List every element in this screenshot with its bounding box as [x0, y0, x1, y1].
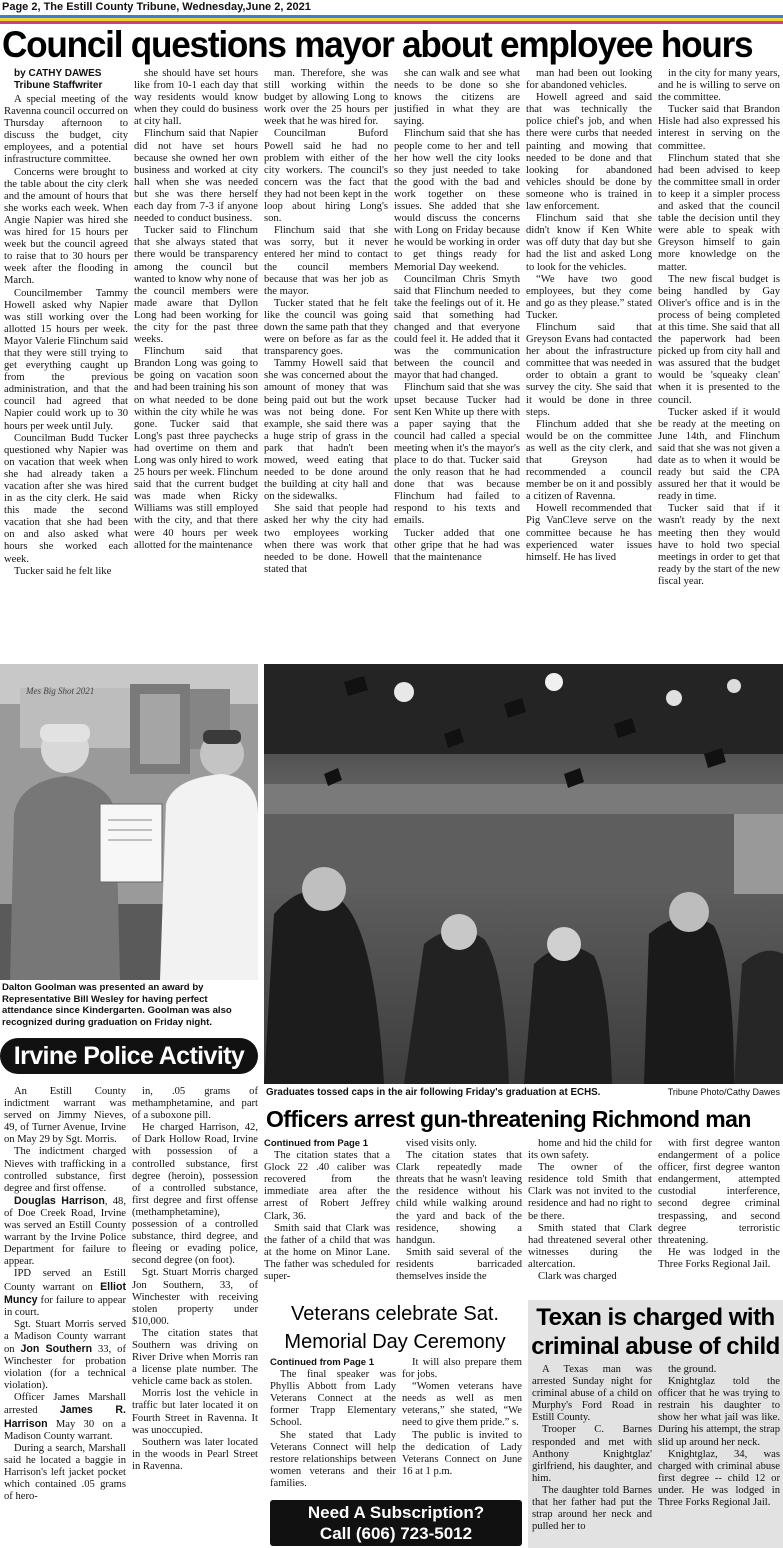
story1-paragraph: Tammy Howell said that she was concerned about the amount of money that was being paid out but the work was not being done. For example, she said there was a huge strip of grass in the park that hadn't been mowed, weed eating that needed to be done around the building at city hall and on the sidewalks. [264, 358, 388, 503]
story1-paragraph: Councilman Chris Smyth said that Flinchum needed to take the feelings out of it. He said that something had changed and that everyone could feel it. He added that it was the communication between the council and mayor that had changed. [394, 273, 520, 382]
police-suspect-name: Elliot Muncy [4, 1280, 126, 1306]
officers-paragraph: home and hid the child for its own safety. [528, 1138, 652, 1162]
officers-paragraph: Smith said that Clark was the father of a child that was at the home on Minor Lane. The father was scheduled for super- [264, 1222, 390, 1283]
police-paragraph: The citation states that Southern was driving on River Drive when Morris ran a license plate number. The vehicle came back as stolen. [132, 1327, 258, 1388]
police-text: , 48, of Doe Creek Road, Irvine was served an Estill County warrant by the Irvine Police Department for failure to appear. [4, 1195, 126, 1268]
story1-paragraph: Flinchum said that she has people come to her and tell her how well the city looks so they just needed to take the good with the bad and work together on these issues. She added that she would discuss the concerns with Long on Friday because he would be working in order to get things ready for Memorial Day weekend. [394, 128, 520, 273]
veterans-paragraph: The public is invited to the dedication of Lady Veterans Connect on June 16 at 1 p.m. [402, 1429, 522, 1477]
officers-paragraph: vised visits only. [406, 1138, 477, 1149]
story1-paragraph: Flinchum stated that she had been advised to keep the committee small in order to keep it a simpler process and asked that the council table the decision until they were able to speak with Greyson himself to gain more knowledge on the matter. [658, 152, 780, 273]
officers-col2 [396, 1138, 522, 1298]
police-text: An Estill County indictment warrant was served on Jimmy Nieves, 49, of Turner Avenue, Irvine on May 29 by Sgt. Morris. [4, 1086, 126, 1146]
story1-col5 [526, 68, 652, 708]
story1-paragraph: Tucker said to Flinchum that she always stated that there would be transparency among the council but wanted to know why none of the council members were made aware that Dyllon Long had been working for the city for the past three weeks. [134, 225, 258, 346]
veterans-col2 [402, 1357, 522, 1477]
folio: Page 2, The Estill County Tribune, Wednesday,June 2, 2021 [2, 1, 311, 13]
officers-col1 [264, 1138, 390, 1298]
texan-paragraph: the ground. [668, 1364, 717, 1375]
police-paragraph [4, 1146, 126, 1194]
byline-title: Tribune Staffwriter [14, 80, 103, 91]
story1-paragraph: Tucker said that if it wasn't ready by the next meeting then they would have to hold two special meetings in order to get that ready by the start of the new fiscal year. [658, 503, 780, 587]
texan-paragraph: A Texas man was arrested Sunday night for criminal abuse of a child on Murphy's Ford Road in Estill County. [532, 1364, 652, 1424]
texan-headline-2: criminal abuse of child [531, 1333, 780, 1360]
police-paragraph [4, 1086, 126, 1146]
award-photo-caption: Dalton Goolman was presented an award by Representative Bill Wesley for having perfect attendance since Kindergarten. Goolman was also recognized during graduation on Friday night. [2, 982, 232, 1028]
officers-paragraph: The citation states that a Glock 22 .40 caliber was recovered from the immediate area after the arrest of Robert Jeffrey Clark, 36. [264, 1150, 390, 1222]
subscription-line1: Need A Subscription? [307, 1503, 485, 1522]
texan-col2 [658, 1364, 780, 1548]
story1-col4 [394, 68, 520, 708]
story1-paragraph: man had been out looking for abandoned vehicles. [526, 68, 652, 92]
story1-col3 [264, 68, 388, 708]
officers-paragraph: Smith stated that Clark had threatened several other witnesses during the altercation. [528, 1222, 652, 1270]
police-text: 33, of Winchester for probation violation (for a technical violation). [4, 1343, 126, 1392]
police-text: Sgt. Stuart Morris served a Madison County warrant on [4, 1318, 126, 1355]
police-suspect-name: James R. Harrison [4, 1404, 126, 1430]
story1-paragraph: Councilman Buford Powell said he had no problem with either of the city workers. The council's concern was the fact that they had not been kept in the loop about hiring Long's son. [264, 128, 388, 225]
officers-paragraph: He was lodged in the Three Forks Regional Jail. [658, 1246, 780, 1270]
story1-paragraph: Tucker stated that he felt like the council was going down the same path that they were on before as far as the transparency goes. [264, 297, 388, 358]
police-text: Officer James Marshall arrested [4, 1392, 126, 1417]
police-paragraph [4, 1392, 126, 1442]
story1-paragraph: Flinchum said that Napier did not have set hours because she owned her own business and worked at city hall when she was needed but she was there herself each day from 7-3 if anyone needed to conduct business. [134, 128, 258, 225]
police-paragraph [4, 1319, 126, 1393]
story1-col1 [4, 68, 128, 708]
police-text: During a search, Marshall said he located a baggie in Harrison's left jacket pocket which contained .05 grams of hero- [4, 1442, 126, 1503]
police-headline: Irvine Police Activity [13, 1042, 245, 1070]
byline: by CATHY DAWES [14, 68, 102, 79]
texan-headline-1: Texan is charged with [536, 1304, 775, 1331]
police-paragraph: Morris lost the vehicle in traffic but later located it on Fourth Street in Ravenna. It was unoccupied. [132, 1388, 258, 1436]
police-text: IPD served an Estill County warrant on [4, 1268, 126, 1293]
police-paragraph [4, 1443, 126, 1503]
story1-paragraph: Howell recommended that Pig VanCleve serve on the committee because he has experienced water issues himself. He has lived [526, 503, 652, 563]
veterans-col1 [270, 1357, 396, 1489]
officers-paragraph: with first degree wanton endangerment of a police officer, first degree wanton endangerment, attempted custodial interference, second degree criminal trespassing, and second degree terroristic threatening. [658, 1138, 780, 1246]
texan-paragraph: Trooper C. Barnes responded and met with Anthony Knightglaz' girlfriend, his daughter, and him. [532, 1424, 652, 1484]
graduation-photo [264, 664, 783, 1084]
police-paragraph: Sgt. Stuart Morris charged Jon Southern, 33, of Winchester with receiving stolen property under $10,000. [132, 1267, 258, 1327]
graduation-photo-image [264, 664, 783, 1084]
story1-paragraph: The new fiscal budget is being handled by Gay Oliver's office and is in the process of being completed at this time. She said that all the paperwork had been picked up from city hall and was assured that the budget would be 'squeaky clean' when it is presented to the council. [658, 273, 780, 406]
police-paragraph: in, .05 grams of methamphetamine, and part of a suboxone pill. [132, 1086, 258, 1122]
story1-paragraph: Flinchum said that she was upset because Tucker had sent Ken White up there with a paper saying that the council had called a special meeting when it's the mayor's place to do that. Tucker said the only reason that he had done that was because Flinchum had failed to respond to his texts and emails. [394, 382, 520, 527]
story1-paragraph: Tucker added that one other gripe that he had was that the maintenance [394, 527, 520, 563]
veterans-paragraph: She stated that Lady Veterans Connect will help restore relationships between women veterans and their families. [270, 1429, 396, 1489]
story1-paragraph: “We have two good employees, but they come and go as they please.” stated Tucker. [526, 273, 652, 321]
officers-paragraph: The citation states that Clark repeatedly made threats that he wasn't leaving the residence without his child while walking around the yard and back of the residence, showing a handgun. [396, 1150, 522, 1246]
officers-paragraph: The owner of the residence told Smith that Clark was not invited to the residence and had no right to be there. [528, 1162, 652, 1222]
police-text: May 30 on a Madison County warrant. [4, 1418, 126, 1442]
officers-paragraph: Clark was charged [538, 1271, 617, 1283]
police-col1 [4, 1086, 126, 1548]
story1-col2 [134, 68, 258, 708]
police-header-bar [0, 1038, 258, 1074]
story1-paragraph: she can walk and see what needs to be done so she knows the citizens are justified in what they are saying. [394, 68, 520, 128]
story1-paragraph: Tucker said that Brandon Hisle had also expressed his interest in serving on the committee. [658, 104, 780, 152]
police-paragraph [4, 1268, 126, 1318]
story1-paragraph: Howell agreed and said that was technically the police chief's job, and when there were curbs that needed painting and mowing that needed to be done and that looking for abandoned vehicles should be done by someone who is trained in law enforcement. [526, 92, 652, 213]
award-photo-image [0, 664, 258, 980]
story1-paragraph: Concerns were brought to the table about the city clerk and the amount of hours that she works each week. When Angie Napier was hired she was hired for 15 hours per week but the council agreed to raise that to 30 hours per week after the flooding in March. [4, 166, 128, 287]
story1-paragraph: Flinchum said that she didn't know if Ken White was off duty that day but she had the list and asked Long to look for the vehicles. [526, 213, 652, 273]
police-paragraph: Southern was later located in the woods in Pearl Street in Ravenna. [132, 1436, 258, 1472]
officers-paragraph: Smith said several of the residents barricaded themselves inside the [396, 1246, 522, 1283]
story1-paragraph: Flinchum said that she was sorry, but it never entered her mind to contact the council members because that was her job as the mayor. [264, 225, 388, 297]
subscription-phone[interactable]: Call (606) 723-5012 [319, 1524, 473, 1543]
officers-col4 [658, 1138, 780, 1298]
story1-paragraph: she should have set hours like from 10-1 each day that way residents would know when they could do business at city hall. [134, 68, 258, 128]
police-paragraph [4, 1195, 126, 1269]
police-suspect-name: Douglas Harrison [14, 1194, 105, 1207]
story1-paragraph: in the city for many years, and he is willing to serve on the committee. [658, 68, 780, 104]
veterans-paragraph: The final speaker was Phyllis Abbott from Lady Veterans Connect at the former Trapp Elementary School. [270, 1369, 396, 1429]
veterans-paragraph: It will also prepare them for jobs. [402, 1357, 522, 1381]
story1-headline: Council questions mayor about employee hours [2, 24, 753, 65]
veterans-headline-2: Memorial Day Ceremony [284, 1331, 506, 1353]
story1-paragraph: Tucker asked if it would be ready at the meeting on June 14th, and Flinchum said that she was not given a date as to when it would be ready but said the CPA assured her that it would be ready in time. [658, 406, 780, 503]
story1-paragraph: Flinchum added that she would be on the committee as well as the city clerk, and that Greyson had recommended a council member be on it and possibly a citizen of Ravenna. [526, 418, 652, 503]
story1-paragraph: Flinchum said that Greyson Evans had contacted her about the infrastructure committee that was needed in order to obtain a grant to survey the city. She said that it would be done in three steps. [526, 321, 652, 418]
texan-paragraph: Knightglaz told the officer that he was trying to restrain his daughter to show her what jail was like. During his attempt, the strap slid up around her neck. [658, 1376, 780, 1448]
police-col2 [132, 1086, 258, 1548]
story1-paragraph: Councilmember Tammy Howell asked why Napier was still working over the allotted 15 hours per week. Mayor Valerie Flinchum said that they were still trying to get everything caught up from the previous administration, and that the council had agreed that Napier could work up to 30 hours per week until July. [4, 287, 128, 432]
police-paragraph: He charged Harrison, 42, of Dark Hollow Road, Irvine with possession of a controlled substance, first degree (heroin), possession of a controlled substance, first degree and first offense (methamphetamine), possession of a controlled substance, third degree, and fleeing or evading police, second degree (on foot). [132, 1122, 258, 1267]
story1-col6 [658, 68, 780, 708]
police-text: The indictment charged Nieves with trafficking in a controlled substance, first degree and first offense. [4, 1146, 126, 1194]
texan-col1 [532, 1364, 652, 1548]
story1-paragraph: She said that people had asked her why the city had two employees working when there was work that needed to be done. Howell stated that [264, 503, 388, 575]
police-suspect-name: Jon Southern [20, 1342, 93, 1355]
story1-paragraph: Tucker said he felt like [14, 565, 112, 577]
story1-paragraph: man. Therefore, she was still working within the budget by allowing Long to work over the 25 hours per week that he was hired for. [264, 68, 388, 128]
veterans-headline-1: Veterans celebrate Sat. [291, 1303, 499, 1325]
story1-paragraph: Councilman Budd Tucker questioned why Napier was on vacation that week when she had already taken a vacation after she was hired in as the city clerk. He said this made the second vacation that she had been on and also asked what hours she worked each week. [4, 432, 128, 565]
veterans-continued: Continued from Page 1 [270, 1357, 374, 1368]
graduation-photo-caption: Graduates tossed caps in the air following Friday's graduation at ECHS. [266, 1087, 601, 1098]
officers-col3 [528, 1138, 652, 1298]
graduation-photo-credit: Tribune Photo/Cathy Dawes [667, 1087, 780, 1097]
texan-paragraph: Knightglaz, 34, was charged with criminal abuse first degree -- child 12 or under. He was lodged in Three Forks Regional Jail. [658, 1448, 780, 1509]
subscription-box[interactable] [270, 1500, 522, 1546]
officers-headline: Officers arrest gun-threatening Richmond man [266, 1106, 751, 1132]
texan-paragraph: The daughter told Barnes that her father had put the strap around her neck and pulled her to [532, 1484, 652, 1533]
story1-paragraph: Flinchum said that Brandon Long was going to be going on vacation soon and had been training his son on what needed to be done within the city while he was gone. Tucker said that Long's past three paychecks had overtime on them and Long was only hired to work 25 hours per week. Flinchum said that the current budget was made when Ricky Williams was still employed with the city, and that there were 40 hours per week allotted for the maintenance [134, 346, 258, 551]
story1-paragraph: A special meeting of the Ravenna council occurred on Thursday afternoon to discuss the budget, city employees, and a potential infrastructure committee. [4, 94, 128, 166]
award-photo [0, 664, 258, 980]
officers-continued: Continued from Page 1 [264, 1138, 368, 1149]
police-text: for failure to appear in court. [4, 1294, 126, 1318]
award-photo-banner: Mes Big Shot 2021 [26, 686, 95, 696]
veterans-paragraph: “Women veterans have needs as well as men veterans,” she stated, “We need to give them pride.” s. [402, 1381, 522, 1429]
